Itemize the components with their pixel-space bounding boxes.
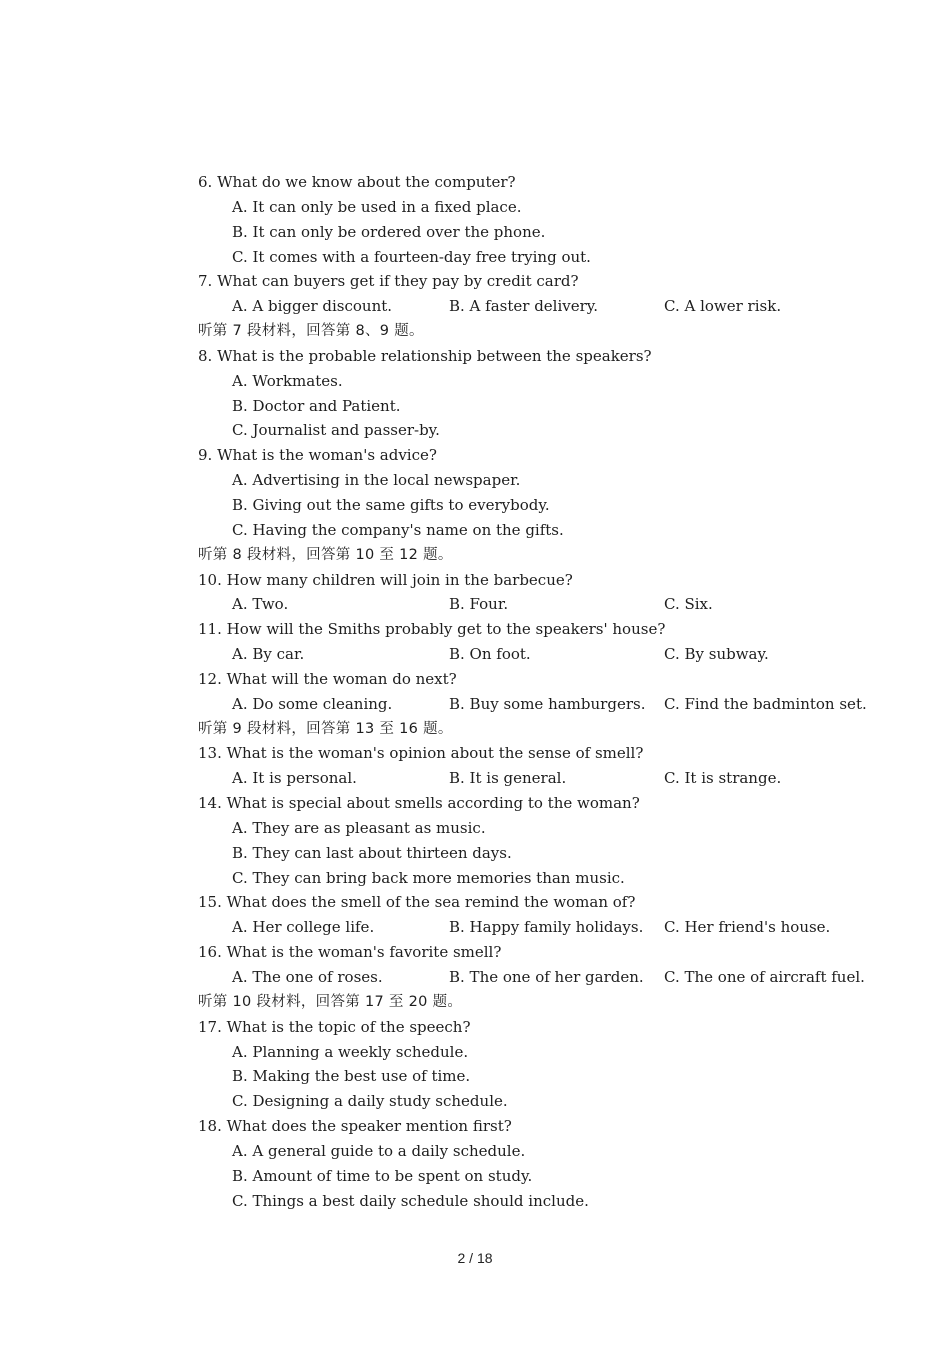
question-text: 13. What is the woman's opinion about the sense of smell? <box>198 744 644 763</box>
answer-option-c: C. Find the badminton set. <box>664 694 867 713</box>
answer-option-a: A. Two. <box>232 595 289 614</box>
question-text: 11. How will the Smiths probably get to the speakers' house? <box>198 620 666 639</box>
answer-option-b: B. A faster delivery. <box>449 297 599 316</box>
option-row <box>198 294 878 319</box>
answer-option: B. Doctor and Patient. <box>232 396 401 415</box>
answer-option-a: A. It is personal. <box>232 769 357 788</box>
answer-option-a: A. The one of roses. <box>232 968 383 986</box>
option-row <box>198 692 878 717</box>
question-text: 17. What is the topic of the speech? <box>198 1017 471 1036</box>
option-row <box>198 592 878 617</box>
question-text: 14. What is special about smells according to the woman? <box>198 794 640 813</box>
answer-option-b: B. On foot. <box>449 645 531 664</box>
answer-option: C. Having the company's name on the gifts. <box>232 520 564 539</box>
answer-option: A. Advertising in the local newspaper. <box>232 471 521 490</box>
answer-option: B. They can last about thirteen days. <box>232 843 512 862</box>
section-instruction: 听第 10 段材料，回答第 17 至 20 题。 <box>198 993 463 1010</box>
question-text: 7. What can buyers get if they pay by credit card? <box>198 272 579 291</box>
question-text: 8. What is the probable relationship between the speakers? <box>198 346 652 365</box>
page-number: 2 / 18 <box>457 1250 493 1266</box>
answer-option-a: A. By car. <box>232 645 305 664</box>
section-instruction: 听第 9 段材料，回答第 13 至 16 题。 <box>198 720 453 737</box>
section-instruction: 听第 7 段材料，回答第 8、9 题。 <box>198 323 424 340</box>
answer-option: B. Making the best use of time. <box>232 1067 471 1086</box>
answer-option: C. Things a best daily schedule should include. <box>232 1191 589 1210</box>
answer-option: A. Workmates. <box>232 371 343 390</box>
question-text: 6. What do we know about the computer? <box>198 173 516 191</box>
answer-option-b: B. Buy some hamburgers. <box>449 694 646 713</box>
exam-content <box>198 170 878 1213</box>
answer-option: A. They are as pleasant as music. <box>232 818 486 837</box>
answer-option-b: B. The one of her garden. <box>449 968 644 986</box>
answer-option: B. Amount of time to be spent on study. <box>232 1166 533 1185</box>
answer-option: C. Designing a daily study schedule. <box>232 1092 508 1111</box>
question-text: 10. How many children will join in the barbecue? <box>198 570 573 589</box>
answer-option-c: C. Six. <box>664 595 713 614</box>
answer-option: C. It comes with a fourteen-day free trying out. <box>232 247 591 266</box>
answer-option: C. They can bring back more memories than music. <box>232 868 625 887</box>
option-row <box>198 642 878 667</box>
answer-option-b: B. Four. <box>449 595 509 614</box>
question-text: 16. What is the woman's favorite smell? <box>198 943 502 962</box>
answer-option-c: C. The one of aircraft fuel. <box>664 968 865 986</box>
answer-option: A. A general guide to a daily schedule. <box>232 1141 526 1160</box>
answer-option-a: A. A bigger discount. <box>232 297 393 316</box>
section-instruction: 听第 8 段材料，回答第 10 至 12 题。 <box>198 546 453 563</box>
question-text: 12. What will the woman do next? <box>198 669 457 688</box>
answer-option-c: C. It is strange. <box>664 769 782 788</box>
question-text: 9. What is the woman's advice? <box>198 446 437 465</box>
answer-option-a: A. Her college life. <box>232 918 375 937</box>
answer-option-b: B. It is general. <box>449 769 567 788</box>
answer-option-b: B. Happy family holidays. <box>449 918 644 937</box>
answer-option: A. Planning a weekly schedule. <box>232 1042 469 1061</box>
question-text: 18. What does the speaker mention first? <box>198 1117 512 1136</box>
answer-option-c: C. A lower risk. <box>664 297 782 316</box>
answer-option: C. Journalist and passer-by. <box>232 421 440 440</box>
option-row <box>198 766 878 791</box>
answer-option: B. It can only be ordered over the phone. <box>232 222 546 241</box>
option-row <box>198 915 878 940</box>
answer-option: A. It can only be used in a fixed place. <box>232 197 522 216</box>
option-row <box>198 965 878 990</box>
answer-option-a: A. Do some cleaning. <box>232 694 393 713</box>
answer-option-c: C. Her friend's house. <box>664 918 831 937</box>
question-text: 15. What does the smell of the sea remind the woman of? <box>198 893 636 912</box>
answer-option: B. Giving out the same gifts to everybody. <box>232 495 550 514</box>
answer-option-c: C. By subway. <box>664 645 769 664</box>
